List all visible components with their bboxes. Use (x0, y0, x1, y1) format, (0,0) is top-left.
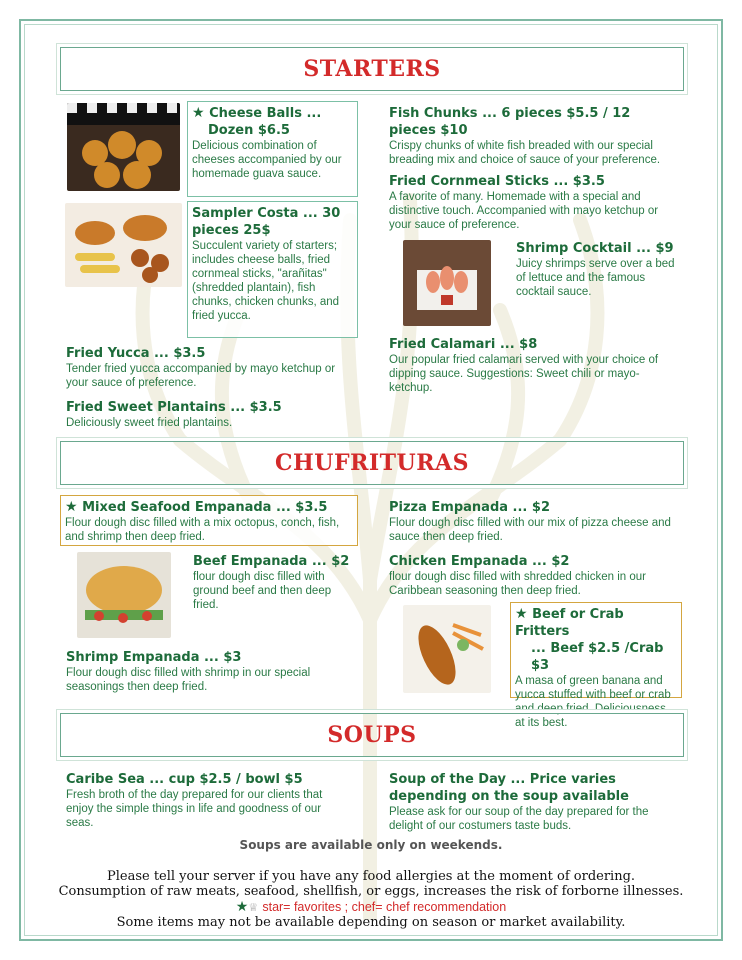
cheese-balls-photo (67, 103, 180, 191)
chicken-empanada-desc: flour dough disc filled with shredded chicken in our Caribbean seasoning then deep fried. (389, 571, 646, 597)
fritters-title: Beef or Crab Fritters (515, 607, 624, 639)
fried-yucca-title: Fried Yucca ... $3.5 (66, 346, 206, 361)
pizza-empanada-desc: Flour dough disc filled with our mix of pizza cheese and sauce then deep fried. (389, 517, 671, 543)
shrimp-cocktail-item (516, 240, 676, 299)
sampler-title: Sampler Costa ... 30 pieces 25$ (192, 206, 341, 238)
legend-line (0, 899, 742, 915)
shrimp-cocktail-title: Shrimp Cocktail ... $9 (516, 241, 674, 256)
beef-empanada-photo (77, 552, 171, 638)
sweet-plantains-title: Fried Sweet Plantains ... $3.5 (66, 400, 282, 415)
fritters-price: ... Beef $2.5 /Crab $3 (531, 641, 664, 673)
fritters-photo (403, 605, 491, 693)
shrimp-empanada-item (66, 649, 356, 694)
seafood-empanada-box (60, 495, 358, 546)
sampler-desc: Succulent variety of starters; includes cheese balls, fried cornmeal sticks, "arañitas" (shredded plantain), fish chunks, chicken chunks, and fried yucca. (192, 240, 340, 322)
calamari-desc: Our popular fried calamari served with your choice of dipping sauce. Suggestions: Sweet chili or mayo-ketchup. (389, 354, 659, 394)
fried-yucca-item (66, 345, 356, 390)
fish-chunks-item (389, 105, 679, 167)
soup-of-day-item (389, 771, 674, 833)
allergy-notice: Please tell your server if you have any food allergies at the moment of ordering. (106, 869, 636, 884)
fish-chunks-desc: Crispy chunks of white fish breaded with our special breading mix and choice of sauce of your preference. (389, 140, 661, 166)
soups-header (60, 713, 684, 757)
sweet-plantains-desc: Deliciously sweet fried plantains. (66, 417, 233, 429)
starters-title: STARTERS (303, 56, 441, 82)
availability-notice: Some items may not be available depending on season or market availability. (116, 915, 626, 930)
chef-hat-icon: ♕ (248, 901, 259, 914)
shrimp-cocktail-photo (403, 240, 491, 326)
sampler-photo (65, 203, 182, 287)
beef-empanada-title: Beef Empanada ... $2 (193, 554, 350, 569)
soup-of-day-desc: Please ask for our soup of the day prepared for the delight of our costumers taste buds. (389, 806, 649, 832)
sweet-plantains-item (66, 399, 356, 430)
star-icon: ★ (235, 899, 249, 915)
cheese-balls-desc: Delicious combination of cheeses accompanied by our homemade guava sauce. (192, 140, 342, 180)
pizza-empanada-title: Pizza Empanada ... $2 (389, 500, 550, 515)
seafood-empanada-title: Mixed Seafood Empanada ... $3.5 (82, 500, 328, 515)
fish-chunks-title: Fish Chunks ... 6 pieces $5.5 / 12 pieces $10 (389, 106, 631, 138)
beef-empanada-desc: flour dough disc filled with ground beef and then deep fried. (193, 571, 332, 611)
cheese-balls-box (187, 101, 358, 197)
chufrituras-title: CHUFRITURAS (275, 450, 469, 476)
caribe-sea-title: Caribe Sea ... cup $2.5 / bowl $5 (66, 772, 303, 787)
soups-weekend-note: Soups are available only on weekends. (239, 838, 503, 852)
cornmeal-desc: A favorite of many. Homemade with a special and distinctive touch. Accompanied with mayo ketchup or your sauce of preference. (389, 191, 659, 231)
cheese-balls-price: Dozen $6.5 (208, 123, 290, 138)
starters-header (60, 47, 684, 91)
cornmeal-title: Fried Cornmeal Sticks ... $3.5 (389, 174, 605, 189)
raw-food-warning: Consumption of raw meats, seafood, shellfish, or eggs, increases the risk of forborne illnesses. (58, 884, 684, 899)
chufrituras-header (60, 441, 684, 485)
soup-of-day-title: Soup of the Day ... Price varies depending on the soup available (389, 772, 629, 804)
pizza-empanada-item (389, 499, 679, 544)
seafood-empanada-desc: Flour dough disc filled with a mix octopus, conch, fish, and shrimp then deep fried. (65, 517, 340, 543)
fritters-desc: A masa of green banana and yucca stuffed with beef or crab and deep fried. Deliciousness at its best. (515, 675, 671, 729)
chicken-empanada-item (389, 553, 679, 598)
calamari-item (389, 336, 674, 395)
star-icon: ★ (192, 105, 205, 121)
soups-title: SOUPS (327, 722, 417, 748)
caribe-sea-item (66, 771, 351, 830)
cornmeal-item (389, 173, 679, 232)
caribe-sea-desc: Fresh broth of the day prepared for our clients that enjoy the simple things in life and goodness of our seas. (66, 789, 323, 829)
fritters-box (510, 602, 682, 729)
shrimp-cocktail-desc: Juicy shrimps serve over a bed of lettuce and the famous cocktail sauce. (516, 258, 675, 298)
star-icon: ★ (65, 499, 78, 515)
shrimp-empanada-title: Shrimp Empanada ... $3 (66, 650, 242, 665)
fried-yucca-desc: Tender fried yucca accompanied by mayo ketchup or your sauce of preference. (66, 363, 336, 389)
star-icon: ★ (515, 606, 528, 622)
calamari-title: Fried Calamari ... $8 (389, 337, 538, 352)
shrimp-empanada-desc: Flour dough disc filled with shrimp in our special seasonings then deep fried. (66, 667, 311, 693)
chicken-empanada-title: Chicken Empanada ... $2 (389, 554, 570, 569)
cheese-balls-title: Cheese Balls ... (209, 106, 322, 121)
beef-empanada-item (193, 553, 358, 612)
sampler-box (187, 201, 358, 338)
legend-text: star= favorites ; chef= chef recommendation (262, 900, 507, 914)
